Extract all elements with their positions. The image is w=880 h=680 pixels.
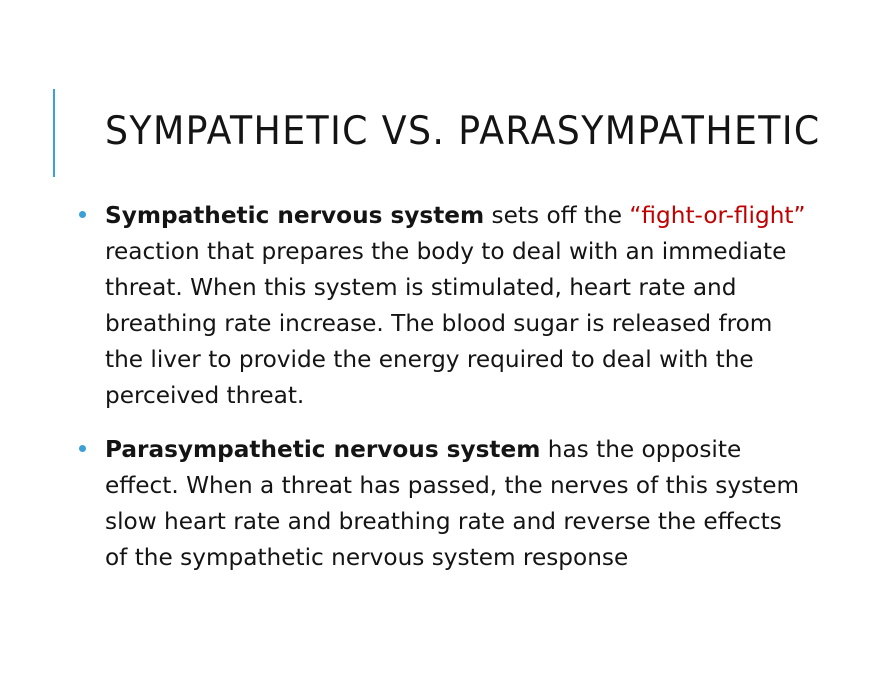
bullet-text: sets off the <box>484 202 630 229</box>
bullet-term: Parasympathetic nervous system <box>105 436 541 463</box>
slide-title: SYMPATHETIC VS. PARASYMPATHETIC <box>105 109 821 154</box>
title-accent-bar <box>53 89 55 177</box>
bullet-term: Sympathetic nervous system <box>105 202 485 229</box>
bullet-dot-icon <box>79 211 86 218</box>
bullet-item-sympathetic <box>105 198 807 414</box>
bullet-dot-icon <box>79 445 86 452</box>
fight-or-flight-highlight: “fight-or-flight” <box>629 202 806 229</box>
bullet-item-parasympathetic <box>105 432 807 576</box>
bullet-text: has the opposite effect. When a threat has passed, the nerves of this system slow heart rate and breathing rate and reverse the effects of the sympathetic nervous system response <box>105 436 800 571</box>
bullet-text: reaction that prepares the body to deal with an immediate threat. When this system is stimulated, heart rate and breathing rate increase. The blood sugar is released from the liver to provide the energy required to deal with the perceived threat. <box>105 238 787 409</box>
bullet-list <box>105 198 807 576</box>
